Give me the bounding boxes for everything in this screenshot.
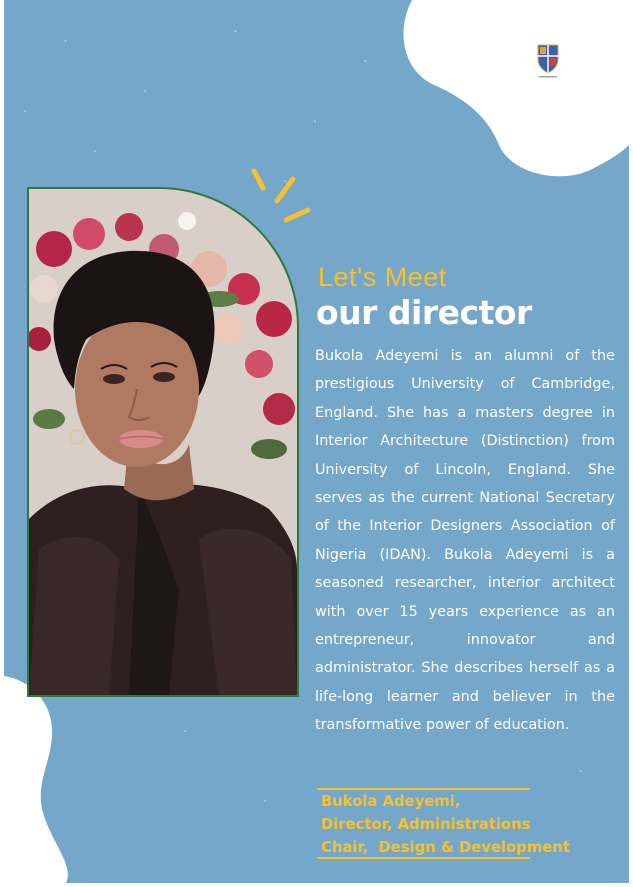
signature-bottom-line — [317, 857, 530, 859]
heading-our-director: our director — [316, 293, 532, 332]
speck — [184, 730, 187, 732]
speck — [264, 800, 266, 802]
top-right-blob — [394, 0, 629, 180]
speck — [234, 30, 237, 32]
signature-chair: Chair, Design & Development — [321, 839, 570, 856]
speck — [314, 120, 316, 123]
signature-role: Director, Administrations — [321, 816, 531, 833]
speck — [579, 770, 582, 772]
sparkle-rays-icon — [246, 166, 316, 230]
poster-page — [4, 0, 629, 883]
signature-block — [321, 790, 570, 859]
speck — [144, 90, 146, 92]
speck — [364, 60, 367, 62]
speck — [94, 150, 96, 152]
school-crest-logo — [534, 42, 562, 80]
signature-name: Bukola Adeyemi, — [321, 793, 461, 810]
director-bio: Bukola Adeyemi is an alumni of the prestigious University of Cambridge, England. She has a masters degree in Interior Architecture (Distinction) from University of Lincoln, England. She serves as the current National Secretary of the Interior Designers Association of Nigeria (IDAN). Bukola Adeyemi is a seasoned researcher, interior architect with over 15 years experience as an entrepreneur, innovator and administrator. She describes herself as a life-long learner and believer in the transformative power of education. — [315, 348, 615, 734]
speck — [64, 40, 67, 42]
speck — [24, 110, 26, 112]
bottom-left-blob — [4, 676, 79, 883]
heading-lets-meet: Let's Meet — [318, 262, 447, 292]
director-photo — [27, 187, 299, 697]
